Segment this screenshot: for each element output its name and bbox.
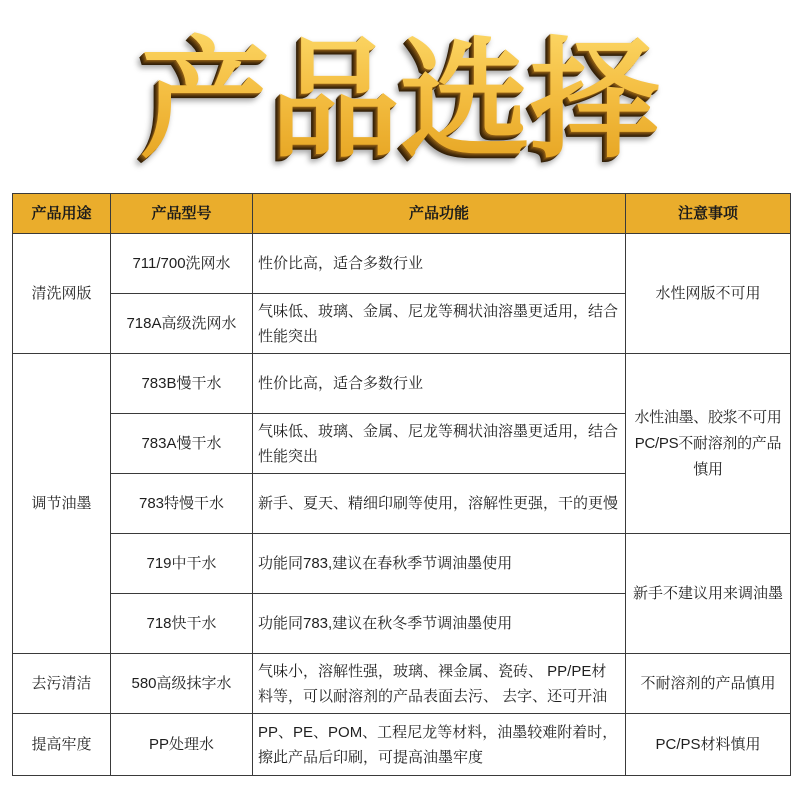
note-cell: 不耐溶剂的产品慎用 (626, 654, 791, 714)
note-line: PC/PS不耐溶剂的产品 (634, 434, 782, 452)
usage-cell: 清洗网版 (13, 234, 111, 354)
function-cell: 新手、夏天、精细印刷等使用，溶解性更强，干的更慢 (253, 474, 626, 534)
header-function: 产品功能 (253, 194, 626, 234)
note-line: 水性油墨、胶浆不可用 (634, 408, 782, 426)
table-row (13, 234, 791, 294)
function-cell: 气味低、玻璃、金属、尼龙等稠状油溶墨更适用，结合性能突出 (253, 294, 626, 354)
header-usage: 产品用途 (13, 194, 111, 234)
function-cell: 气味小，溶解性强，玻璃、裸金属、瓷砖、 PP/PE材料等，可以耐溶剂的产品表面去污、 去字、还可开油 (253, 654, 626, 714)
note-cell: PC/PS材料慎用 (626, 714, 791, 776)
model-cell: 718快干水 (111, 594, 253, 654)
model-cell: 719中干水 (111, 534, 253, 594)
table-row (13, 354, 791, 414)
note-cell: 水性网版不可用 (626, 234, 791, 354)
note-line: 慎用 (693, 460, 723, 478)
function-cell: 性价比高，适合多数行业 (253, 354, 626, 414)
function-cell: 气味低、玻璃、金属、尼龙等稠状油溶墨更适用，结合性能突出 (253, 414, 626, 474)
model-cell: PP处理水 (111, 714, 253, 776)
table-header-row (13, 194, 791, 234)
usage-cell: 去污清洁 (13, 654, 111, 714)
function-cell: 功能同783,建议在秋冬季节调油墨使用 (253, 594, 626, 654)
page-title: 产品选择 (139, 24, 660, 176)
model-cell: 783A慢干水 (111, 414, 253, 474)
usage-cell: 调节油墨 (13, 354, 111, 654)
function-cell: PP、PE、POM、工程尼龙等材料，油墨较难附着时，擦此产品后印刷，可提高油墨牢度 (253, 714, 626, 776)
note-cell (626, 354, 791, 534)
header-note: 注意事项 (626, 194, 791, 234)
header-model: 产品型号 (111, 194, 253, 234)
model-cell: 783特慢干水 (111, 474, 253, 534)
model-cell: 711/700洗网水 (111, 234, 253, 294)
function-cell: 功能同783,建议在春秋季节调油墨使用 (253, 534, 626, 594)
model-cell: 580高级抹字水 (111, 654, 253, 714)
table-row (13, 654, 791, 714)
table-row (13, 534, 791, 594)
table-row (13, 714, 791, 776)
usage-cell: 提高牢度 (13, 714, 111, 776)
note-cell: 新手不建议用来调油墨 (626, 534, 791, 654)
title-banner (0, 24, 800, 176)
model-cell: 783B慢干水 (111, 354, 253, 414)
product-selection-table (12, 193, 791, 776)
function-cell: 性价比高，适合多数行业 (253, 234, 626, 294)
model-cell: 718A高级洗网水 (111, 294, 253, 354)
